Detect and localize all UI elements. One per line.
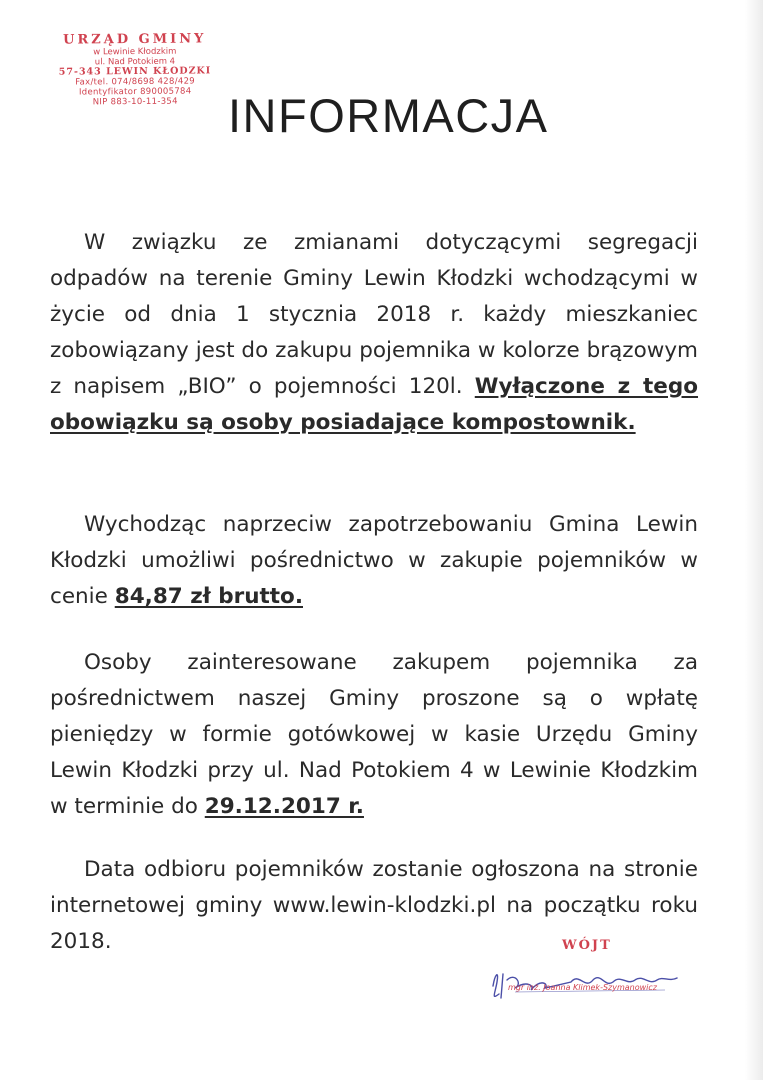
stamp-line-postcode: 57-343 LEWIN KŁODZKI [58,65,212,79]
paragraph-pickup-text: Data odbioru pojemników zostanie ogłoszona na stronie internetowej gminy www.lewin-klodzki.pl na początku roku 2018. [50,857,698,954]
paragraph-segregation-text: W związku ze zmianami dotyczącymi segregacji odpadów na terenie Gminy Lewin Kłodzki wchodzącymi w życie od dnia 1 stycznia 2018 r. każdy mieszkaniec zobowiązany jest do zakupu pojemnika w kolorze brązowym z napisem „BIO” o pojemności 120l. [50,230,698,399]
stamp-line-street: ul. Nad Potokiem 4 [94,56,176,68]
exemption-note: Wyłączone z tego obowiązku są osoby posiadające kompostownik. [50,374,699,435]
paragraph-segregation [50,225,698,441]
signature-stamp-name: mgr inż. Joanna Klimek-Szymanowicz [508,983,657,992]
price-value: 84,87 zł brutto. [114,584,303,609]
paragraph-payment-text: Osoby zainteresowane zakupem pojemnika za pośrednictwem naszej Gminy proszone są o wpłatę pieniędzy w formie gotówkowej w kasie Urzędu Gminy Lewin Kłodzki przy ul. Nad Potokiem 4 w Lewinie Kłodzkim w terminie do [50,650,698,819]
office-stamp [40,32,231,108]
signoff-role: WÓJT [562,938,612,953]
paragraph-price [50,507,698,615]
stamp-line-location: w Lewinie Kłodzkim [93,46,177,58]
paragraph-payment [50,645,698,825]
stamp-line-phone: Fax/tel. 074/8698 428/429 [75,76,196,88]
stamp-line-office: URZĄD GMINY [63,31,207,48]
stamp-line-nip: NIP 883-10-11-354 [92,96,178,108]
document-title: INFORMACJA [228,89,549,142]
paragraph-price-text: Wychodząc naprzeciw zapotrzebowaniu Gmina Lewin Kłodzki umożliwi pośrednictwo w zakupie pojemników w cenie [50,512,698,609]
deadline-date: 29.12.2017 r. [204,794,364,819]
stamp-line-identifier: Identyfikator 890005784 [78,86,192,98]
scan-edge-shadow [745,0,763,1080]
